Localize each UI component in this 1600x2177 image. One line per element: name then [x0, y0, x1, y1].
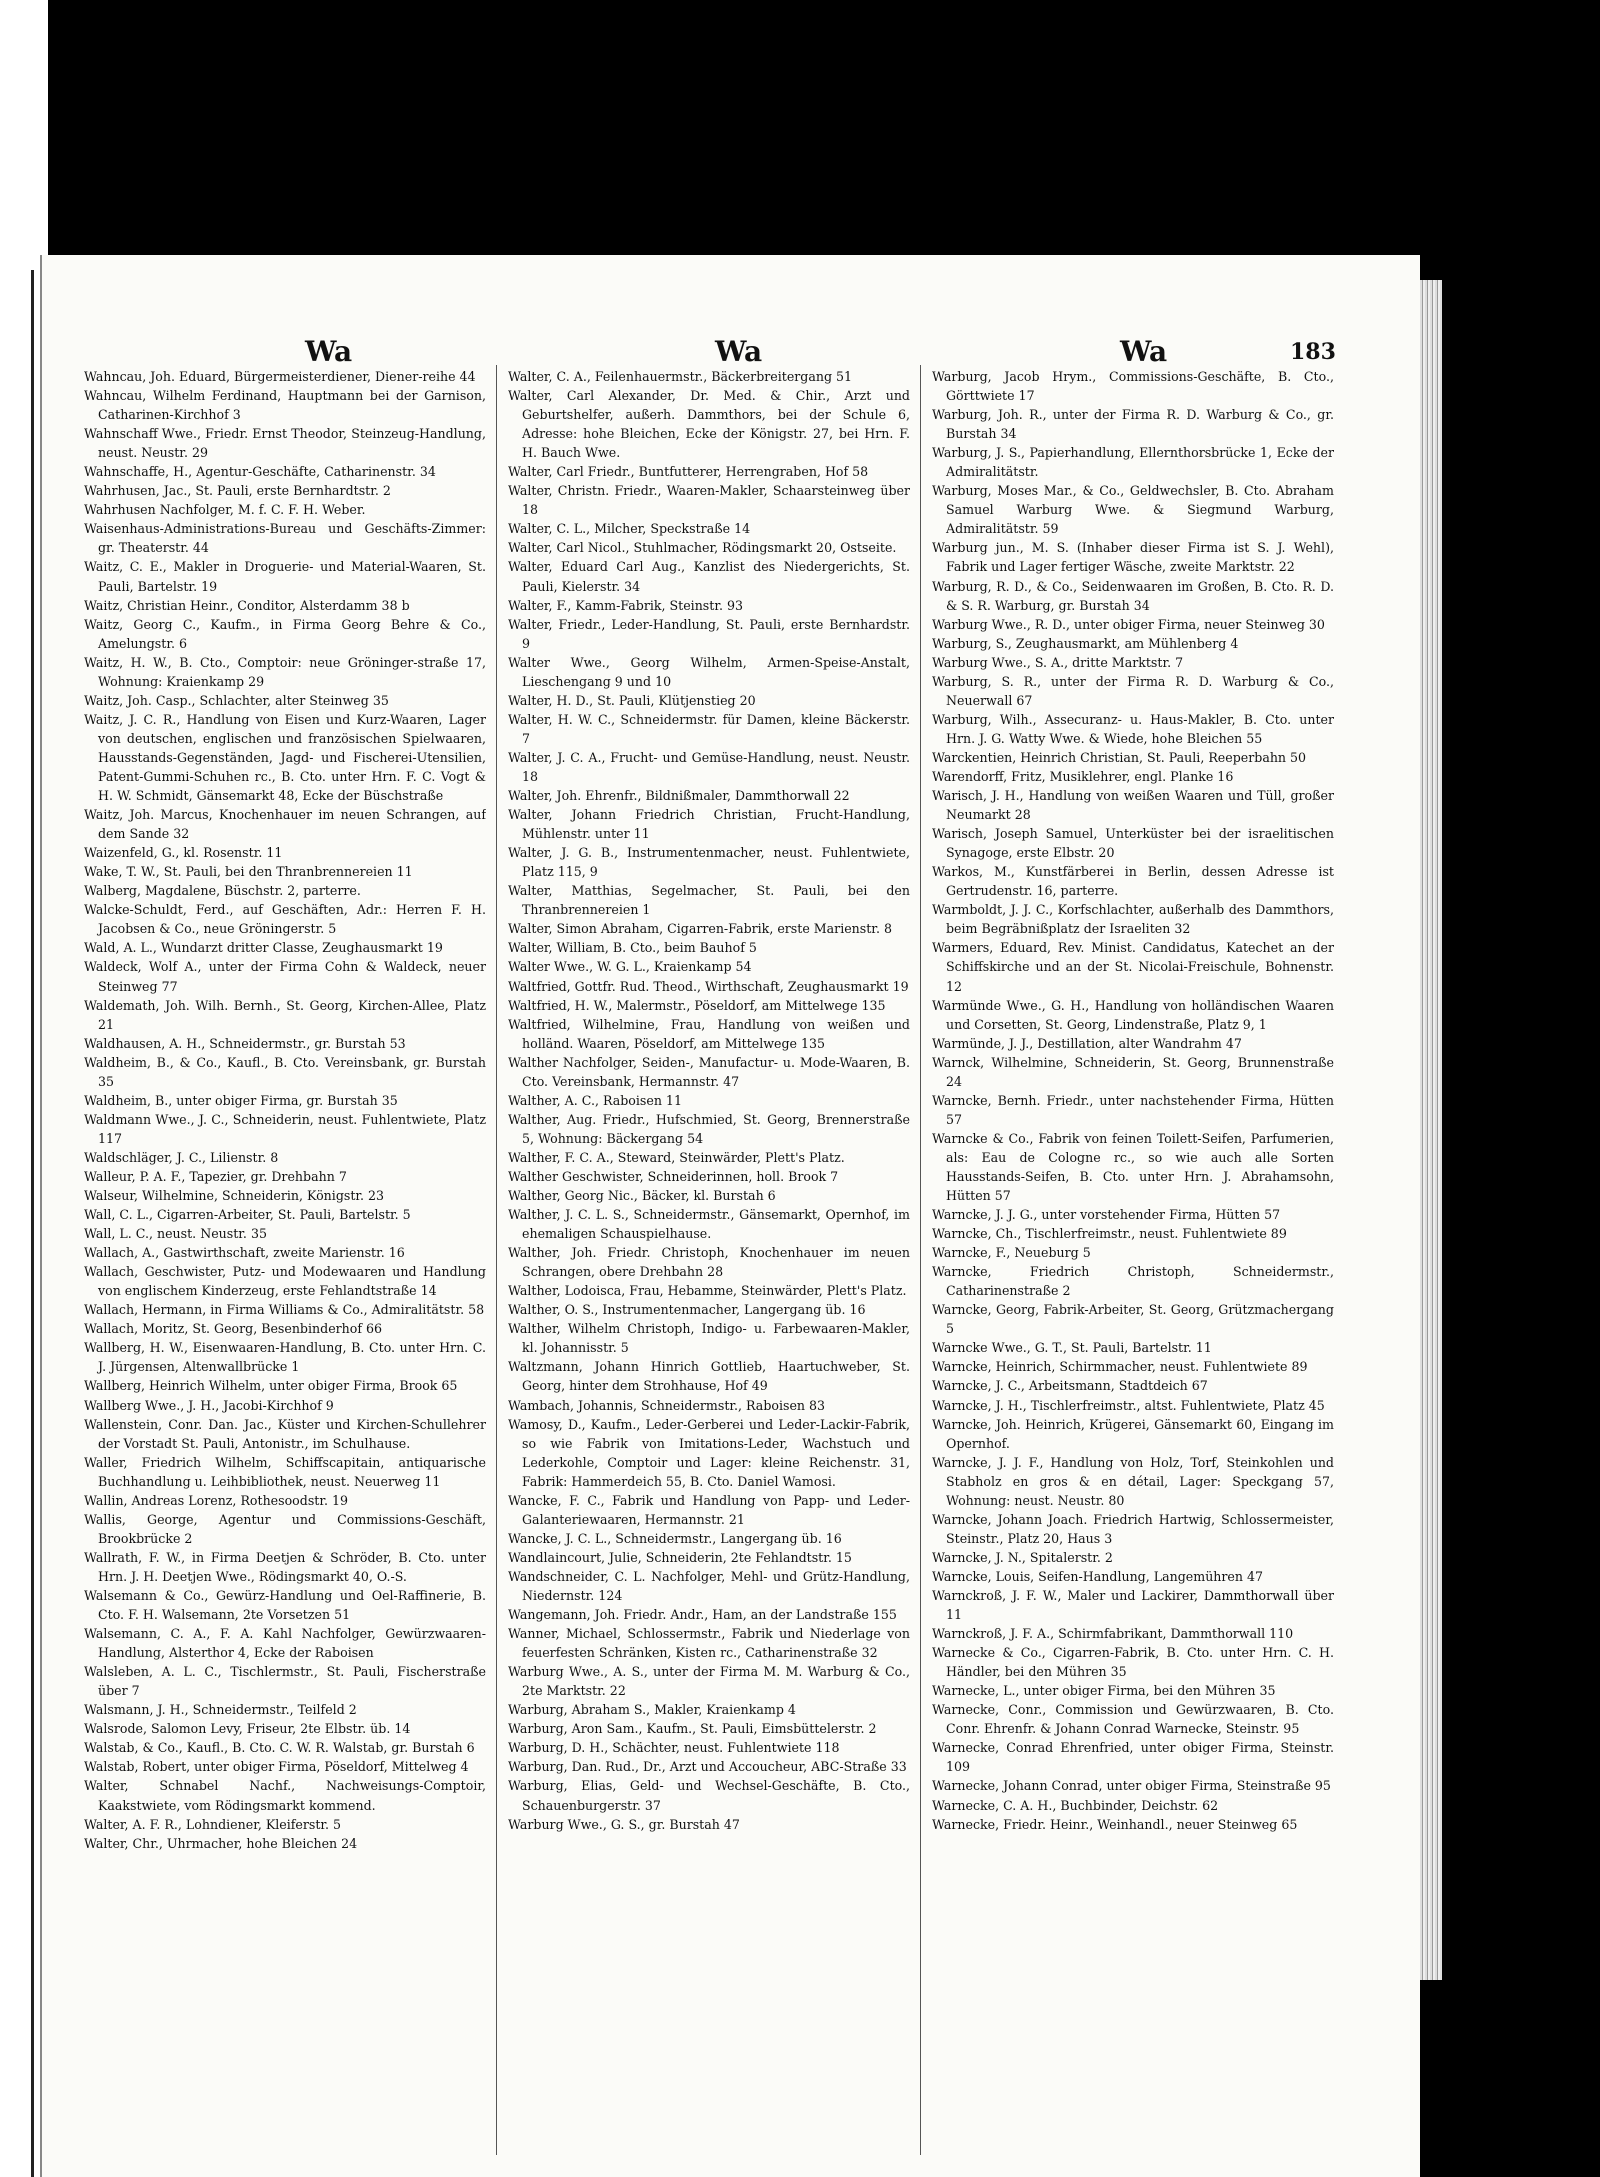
directory-entry: Warncke, Friedrich Christoph, Schneidermstr., Catharinenstraße 2: [932, 1264, 1334, 1299]
directory-entry: Wallberg Wwe., J. H., Jacobi-Kirchhof 9: [84, 1397, 334, 1413]
directory-entry: Walter, William, B. Cto., beim Bauhof 5: [508, 940, 757, 956]
directory-entry: Walter, C. L., Milcher, Speckstraße 14: [508, 521, 751, 537]
directory-entry: Warncke, Joh. Heinrich, Krügerei, Gänsemarkt 60, Eingang im Opernhof.: [932, 1416, 1334, 1451]
directory-entry: Waltfried, Wilhelmine, Frau, Handlung von weißen und holländ. Waaren, Pöseldorf, am Mittelwege 135: [508, 1016, 910, 1051]
directory-entry: Walther Geschwister, Schneiderinnen, holl. Brook 7: [508, 1168, 839, 1184]
directory-entry: Walther, Wilhelm Christoph, Indigo- u. Farbewaaren-Makler, kl. Johannisstr. 5: [508, 1321, 910, 1356]
directory-entry: Walcke-Schuldt, Ferd., auf Geschäften, Adr.: Herren F. H. Jacobsen & Co., neue Gröningerstr. 5: [84, 902, 486, 937]
directory-entry: Wancke, J. C. L., Schneidermstr., Langergang üb. 16: [508, 1530, 842, 1546]
directory-entry: Warncke, J. N., Spitalerstr. 2: [932, 1549, 1113, 1565]
directory-entry: Wallach, Geschwister, Putz- und Modewaaren und Handlung von englischem Kinderzeug, erste Fehlandtstraße 14: [84, 1264, 486, 1299]
directory-entry: Waitz, J. C. R., Handlung von Eisen und Kurz-Waaren, Lager von deutschen, englischen und französischen Spielwaaren, Hausstands-Gegenständen, Jagd- und Fischerei-Utensilien, Patent-Gummi-Schuhen rc., B. Cto. unter Hrn. F. C. Vogt & H. W. Schmidt, Gänsemarkt 48, Ecke der Büschstraße: [84, 711, 486, 804]
header-right: Wa: [1120, 335, 1168, 368]
directory-entry: Warburg, Dan. Rud., Dr., Arzt und Accoucheur, ABC-Straße 33: [508, 1759, 907, 1775]
directory-entry: Walter Wwe., W. G. L., Kraienkamp 54: [508, 959, 752, 975]
directory-entry: Walsleben, A. L. C., Tischlermstr., St. Pauli, Fischerstraße über 7: [84, 1664, 486, 1699]
directory-entry: Warncke, J. H., Tischlerfreimstr., altst. Fuhlentwiete, Platz 45: [932, 1397, 1325, 1413]
directory-entry: Wahncau, Wilhelm Ferdinand, Hauptmann bei der Garnison, Catharinen-Kirchhof 3: [84, 388, 486, 423]
directory-entry: Warisch, J. H., Handlung von weißen Waaren und Tüll, großer Neumarkt 28: [932, 788, 1334, 823]
directory-entry: Wallenstein, Conr. Dan. Jac., Küster und Kirchen-Schullehrer der Vorstadt St. Pauli, Antonistr., im Schulhause.: [84, 1416, 486, 1451]
directory-entry: Walther, F. C. A., Steward, Steinwärder, Plett's Platz.: [508, 1149, 845, 1165]
directory-entry: Wahrhusen, Jac., St. Pauli, erste Bernhardtstr. 2: [84, 483, 391, 499]
directory-column-2: [508, 367, 910, 2147]
directory-entry: Walseur, Wilhelmine, Schneiderin, Königstr. 23: [84, 1188, 385, 1204]
directory-entry: Walter, Matthias, Segelmacher, St. Pauli, bei den Thranbrennereien 1: [508, 883, 910, 918]
directory-entry: Warisch, Joseph Samuel, Unterküster bei der israelitischen Synagoge, erste Elbstr. 20: [932, 826, 1334, 861]
directory-entry: Waizenfeld, G., kl. Rosenstr. 11: [84, 845, 283, 861]
directory-entry: Warburg jun., M. S. (Inhaber dieser Firma ist S. J. Wehl), Fabrik und Lager fertiger Wäsche, zweite Marktstr. 22: [932, 540, 1334, 575]
directory-entry: Walsmann, J. H., Schneidermstr., Teilfeld 2: [84, 1702, 357, 1718]
directory-entry: Warendorff, Fritz, Musiklehrer, engl. Planke 16: [932, 768, 1234, 784]
directory-entry: Walther Nachfolger, Seiden-, Manufactur- u. Mode-Waaren, B. Cto. Vereinsbank, Hermannstr. 47: [508, 1054, 910, 1089]
directory-entry: Waldemath, Joh. Wilh. Bernh., St. Georg, Kirchen-Allee, Platz 21: [84, 997, 486, 1032]
directory-entry: Wallrath, F. W., in Firma Deetjen & Schröder, B. Cto. unter Hrn. J. H. Deetjen Wwe., Rödingsmarkt 40, O.-S.: [84, 1549, 486, 1584]
directory-entry: Warburg, R. D., & Co., Seidenwaaren im Großen, B. Cto. R. D. & S. R. Warburg, gr. Burstah 34: [932, 578, 1334, 613]
directory-entry: Walsemann & Co., Gewürz-Handlung und Oel-Raffinerie, B. Cto. F. H. Walsemann, 2te Vorsetzen 51: [84, 1588, 486, 1623]
column-divider: [496, 365, 497, 2155]
directory-entry: Walter, Joh. Ehrenfr., Bildnißmaler, Dammthorwall 22: [508, 788, 850, 804]
directory-entry: Waldhausen, A. H., Schneidermstr., gr. Burstah 53: [84, 1035, 406, 1051]
directory-entry: Walter, J. G. B., Instrumentenmacher, neust. Fuhlentwiete, Platz 115, 9: [508, 845, 910, 880]
directory-column-1: [84, 367, 486, 2147]
directory-entry: Waitz, Christian Heinr., Conditor, Alsterdamm 38 b: [84, 597, 410, 613]
directory-entry: Wallberg, H. W., Eisenwaaren-Handlung, B. Cto. unter Hrn. C. J. Jürgensen, Altenwallbrücke 1: [84, 1340, 486, 1375]
directory-entry: Wambach, Johannis, Schneidermstr., Raboisen 83: [508, 1397, 826, 1413]
directory-entry: Walter, Carl Alexander, Dr. Med. & Chir., Arzt und Geburtshelfer, außerh. Dammthors, bei der Schule 6, Adresse: hohe Bleichen, Ecke der Königstr. 27, bei Hrn. F. H. Bauch Wwe.: [508, 388, 910, 461]
directory-entry: Walter, Carl Nicol., Stuhlmacher, Rödingsmarkt 20, Ostseite.: [508, 540, 897, 556]
directory-entry: Walther, O. S., Instrumentenmacher, Langergang üb. 16: [508, 1302, 866, 1318]
directory-entry: Warburg, Jacob Hrym., Commissions-Geschäfte, B. Cto., Görttwiete 17: [932, 369, 1334, 404]
directory-entry: Wallach, A., Gastwirthschaft, zweite Marienstr. 16: [84, 1245, 405, 1261]
directory-entry: Walleur, P. A. F., Tapezier, gr. Drehbahn 7: [84, 1168, 347, 1184]
directory-entry: Waldheim, B., & Co., Kaufl., B. Cto. Vereinsbank, gr. Burstah 35: [84, 1054, 486, 1089]
directory-entry: Waldmann Wwe., J. C., Schneiderin, neust. Fuhlentwiete, Platz 117: [84, 1111, 486, 1146]
directory-entry: Warncke, Bernh. Friedr., unter nachstehender Firma, Hütten 57: [932, 1092, 1334, 1127]
directory-entry: Walter, Christn. Friedr., Waaren-Makler, Schaarsteinweg über 18: [508, 483, 910, 518]
directory-entry: Walstab, & Co., Kaufl., B. Cto. C. W. R. Walstab, gr. Burstah 6: [84, 1740, 475, 1756]
directory-entry: Walberg, Magdalene, Büschstr. 2, parterre.: [84, 883, 361, 899]
directory-entry: Waitz, Joh. Casp., Schlachter, alter Steinweg 35: [84, 692, 389, 708]
directory-entry: Wamosy, D., Kaufm., Leder-Gerberei und Leder-Lackir-Fabrik, so wie Fabrik von Imitations-Leder, Wachstuch und Lederkohle, Comptoir und Lager: kleine Reichenstr. 31, Fabrik: Hammerdeich 55, B. Cto. Daniel Wamosi.: [508, 1416, 910, 1489]
directory-entry: Walter, H. D., St. Pauli, Klütjenstieg 20: [508, 692, 756, 708]
directory-entry: Warnecke, L., unter obiger Firma, bei den Mühren 35: [932, 1683, 1276, 1699]
directory-entry: Wallach, Hermann, in Firma Williams & Co., Admiralitätstr. 58: [84, 1302, 485, 1318]
directory-entry: Wahnschaffe, H., Agentur-Geschäfte, Catharinenstr. 34: [84, 464, 436, 480]
directory-entry: Warburg, S. R., unter der Firma R. D. Warburg & Co., Neuerwall 67: [932, 673, 1334, 708]
page-stack-edge: [1420, 280, 1442, 1980]
directory-entry: Walter, Schnabel Nachf., Nachweisungs-Comptoir, Kaakstwiete, vom Rödingsmarkt kommend.: [84, 1778, 486, 1813]
directory-entry: Warnecke, Conr., Commission und Gewürzwaaren, B. Cto. Conr. Ehrenfr. & Johann Conrad Warnecke, Steinstr. 95: [932, 1702, 1334, 1737]
directory-entry: Walther, Lodoisca, Frau, Hebamme, Steinwärder, Plett's Platz.: [508, 1283, 907, 1299]
directory-entry: Warnecke & Co., Cigarren-Fabrik, B. Cto. unter Hrn. C. H. Händler, bei den Mühren 35: [932, 1645, 1334, 1680]
directory-entry: Wahrhusen Nachfolger, M. f. C. F. H. Weber.: [84, 502, 366, 518]
directory-entry: Warckentien, Heinrich Christian, St. Pauli, Reeperbahn 50: [932, 749, 1307, 765]
directory-entry: Walter, J. C. A., Frucht- und Gemüse-Handlung, neust. Neustr. 18: [508, 749, 910, 784]
directory-entry: Warburg, D. H., Schächter, neust. Fuhlentwiete 118: [508, 1740, 840, 1756]
directory-entry: Waltzmann, Johann Hinrich Gottlieb, Haartuchweber, St. Georg, hinter dem Strohhause, Hof 49: [508, 1359, 910, 1394]
directory-entry: Walter, C. A., Feilenhauermstr., Bäckerbreitergang 51: [508, 369, 853, 384]
directory-entry: Wallin, Andreas Lorenz, Rothesoodstr. 19: [84, 1492, 349, 1508]
directory-entry: Warburg Wwe., G. S., gr. Burstah 47: [508, 1816, 740, 1832]
directory-entry: Warncke, J. J. G., unter vorstehender Firma, Hütten 57: [932, 1207, 1281, 1223]
directory-entry: Warburg, Elias, Geld- und Wechsel-Geschäfte, B. Cto., Schauenburgerstr. 37: [508, 1778, 910, 1813]
directory-entry: Walter, Simon Abraham, Cigarren-Fabrik, erste Marienstr. 8: [508, 921, 892, 937]
running-header: [80, 335, 1380, 371]
directory-entry: Wahncau, Joh. Eduard, Bürgermeisterdiener, Diener-reihe 44: [84, 369, 476, 384]
directory-entry: Walter Wwe., Georg Wilhelm, Armen-Speise-Anstalt, Lieschengang 9 und 10: [508, 654, 910, 689]
directory-entry: Wallis, George, Agentur und Commissions-Geschäft, Brookbrücke 2: [84, 1511, 486, 1546]
directory-entry: Wake, T. W., St. Pauli, bei den Thranbrennereien 11: [84, 864, 413, 880]
directory-entry: Warnckroß, J. F. A., Schirmfabrikant, Dammthorwall 110: [932, 1626, 1294, 1642]
directory-entry: Wald, A. L., Wundarzt dritter Classe, Zeughausmarkt 19: [84, 940, 443, 956]
directory-entry: Wallach, Moritz, St. Georg, Besenbinderhof 66: [84, 1321, 383, 1337]
directory-column-3: [932, 367, 1334, 2147]
directory-entry: Wall, L. C., neust. Neustr. 35: [84, 1226, 267, 1242]
directory-entry: Waltfried, Gottfr. Rud. Theod., Wirthschaft, Zeughausmarkt 19: [508, 978, 909, 994]
directory-entry: Wahnschaff Wwe., Friedr. Ernst Theodor, Steinzeug-Handlung, neust. Neustr. 29: [84, 426, 486, 461]
directory-entry: Warburg Wwe., A. S., unter der Firma M. M. Warburg & Co., 2te Marktstr. 22: [508, 1664, 910, 1699]
directory-entry: Wandlaincourt, Julie, Schneiderin, 2te Fehlandtstr. 15: [508, 1549, 852, 1565]
directory-entry: Warburg, Moses Mar., & Co., Geldwechsler, B. Cto. Abraham Samuel Warburg Wwe. & Siegmund Warburg, Admiralitätstr. 59: [932, 483, 1334, 537]
directory-entry: Walsrode, Salomon Levy, Friseur, 2te Elbstr. üb. 14: [84, 1721, 411, 1737]
directory-entry: Warkos, M., Kunstfärberei in Berlin, dessen Adresse ist Gertrudenstr. 16, parterre.: [932, 864, 1334, 899]
directory-entry: Warncke & Co., Fabrik von feinen Toilett-Seifen, Parfumerien, als: Eau de Cologne rc., so wie auch alle Sorten Hausstands-Seifen, B. Cto. unter Hrn. J. Abrahamsohn, Hütten 57: [932, 1130, 1334, 1204]
directory-entry: Warncke, Heinrich, Schirmmacher, neust. Fuhlentwiete 89: [932, 1359, 1308, 1375]
directory-entry: Wall, C. L., Cigarren-Arbeiter, St. Pauli, Bartelstr. 5: [84, 1207, 411, 1223]
directory-entry: Warnecke, C. A. H., Buchbinder, Deichstr. 62: [932, 1797, 1219, 1813]
directory-entry: Warburg Wwe., S. A., dritte Marktstr. 7: [932, 654, 1184, 670]
directory-entry: Warburg, Wilh., Assecuranz- u. Haus-Makler, B. Cto. unter Hrn. J. G. Watty Wwe. & Wiede, hohe Bleichen 55: [932, 711, 1334, 746]
directory-entry: Waitz, C. E., Makler in Droguerie- und Material-Waaren, St. Pauli, Bartelstr. 19: [84, 559, 486, 594]
directory-entry: Walter, Carl Friedr., Buntfutterer, Herrengraben, Hof 58: [508, 464, 869, 480]
directory-entry: Warburg, S., Zeughausmarkt, am Mühlenberg 4: [932, 635, 1239, 651]
directory-entry: Wandschneider, C. L. Nachfolger, Mehl- und Grütz-Handlung, Niedernstr. 124: [508, 1568, 910, 1603]
directory-entry: Waldschläger, J. C., Lilienstr. 8: [84, 1149, 279, 1165]
directory-entry: Warmboldt, J. J. C., Korfschlachter, außerhalb des Dammthors, beim Begräbnißplatz der Israeliten 32: [932, 902, 1334, 937]
directory-entry: Warmünde, J. J., Destillation, alter Wandrahm 47: [932, 1035, 1242, 1051]
directory-entry: Walter, Johann Friedrich Christian, Frucht-Handlung, Mühlenstr. unter 11: [508, 807, 910, 842]
directory-entry: Warburg Wwe., R. D., unter obiger Firma, neuer Steinweg 30: [932, 616, 1325, 632]
column-divider: [920, 365, 921, 2155]
directory-entry: Walstab, Robert, unter obiger Firma, Pöseldorf, Mittelweg 4: [84, 1759, 469, 1775]
directory-entry: Waitz, H. W., B. Cto., Comptoir: neue Gröninger-straße 17, Wohnung: Kraienkamp 29: [84, 654, 486, 689]
directory-entry: Wallberg, Heinrich Wilhelm, unter obiger Firma, Brook 65: [84, 1378, 458, 1394]
directory-entry: Walther, Aug. Friedr., Hufschmied, St. Georg, Brennerstraße 5, Wohnung: Bäckergang 54: [508, 1111, 910, 1146]
directory-entry: Warnckroß, J. F. W., Maler und Lackirer, Dammthorwall über 11: [932, 1588, 1334, 1623]
directory-entry: Walter, Eduard Carl Aug., Kanzlist des Niedergerichts, St. Pauli, Kielerstr. 34: [508, 559, 910, 594]
directory-entry: Waitz, Joh. Marcus, Knochenhauer im neuen Schrangen, auf dem Sande 32: [84, 807, 486, 842]
book-page: [40, 255, 1420, 2177]
directory-entry: Warncke, J. C., Arbeitsmann, Stadtdeich 67: [932, 1378, 1208, 1394]
header-center: Wa: [715, 335, 763, 368]
directory-entry: Wancke, F. C., Fabrik und Handlung von Papp- und Leder-Galanteriewaaren, Hermannstr. 21: [508, 1492, 910, 1527]
directory-entry: Walter, A. F. R., Lohndiener, Kleiferstr. 5: [84, 1816, 342, 1832]
directory-entry: Warncke Wwe., G. T., St. Pauli, Bartelstr. 11: [932, 1340, 1212, 1356]
directory-entry: Warncke, Johann Joach. Friedrich Hartwig, Schlossermeister, Steinstr., Platz 20, Haus 3: [932, 1511, 1334, 1546]
directory-entry: Warburg, Aron Sam., Kaufm., St. Pauli, Eimsbüttelerstr. 2: [508, 1721, 877, 1737]
directory-entry: Warncke, J. J. F., Handlung von Holz, Torf, Steinkohlen und Stabholz en gros & en détail, Lager: Speckgang 57, Wohnung: neust. Neustr. 80: [932, 1454, 1334, 1508]
directory-entry: Waldeck, Wolf A., unter der Firma Cohn & Waldeck, neuer Steinweg 77: [84, 959, 486, 994]
directory-entry: Warncke, Georg, Fabrik-Arbeiter, St. Georg, Grützmachergang 5: [932, 1302, 1334, 1337]
directory-entry: Warnck, Wilhelmine, Schneiderin, St. Georg, Brunnenstraße 24: [932, 1054, 1334, 1089]
directory-entry: Warnecke, Friedr. Heinr., Weinhandl., neuer Steinweg 65: [932, 1816, 1298, 1832]
directory-entry: Walsemann, C. A., F. A. Kahl Nachfolger, Gewürzwaaren-Handlung, Alsterthor 4, Ecke der Raboisen: [84, 1626, 486, 1661]
directory-entry: Wangemann, Joh. Friedr. Andr., Ham, an der Landstraße 155: [508, 1607, 897, 1623]
directory-entry: Walther, Joh. Friedr. Christoph, Knochenhauer im neuen Schrangen, obere Drehbahn 28: [508, 1245, 910, 1280]
directory-entry: Warnecke, Johann Conrad, unter obiger Firma, Steinstraße 95: [932, 1778, 1331, 1794]
directory-entry: Waldheim, B., unter obiger Firma, gr. Burstah 35: [84, 1092, 398, 1108]
directory-entry: Walther, A. C., Raboisen 11: [508, 1092, 682, 1108]
directory-entry: Warncke, Ch., Tischlerfreimstr., neust. Fuhlentwiete 89: [932, 1226, 1287, 1242]
directory-entry: Warburg, Joh. R., unter der Firma R. D. Warburg & Co., gr. Burstah 34: [932, 407, 1334, 442]
directory-entry: Warncke, F., Neueburg 5: [932, 1245, 1091, 1261]
directory-entry: Warburg, J. S., Papierhandlung, Ellernthorsbrücke 1, Ecke der Admiralitätstr.: [932, 445, 1334, 480]
directory-entry: Waller, Friedrich Wilhelm, Schiffscapitain, antiquarische Buchhandlung u. Leihbibliothek, neust. Neuerweg 11: [84, 1454, 486, 1489]
directory-entry: Walther, Georg Nic., Bäcker, kl. Burstah 6: [508, 1188, 776, 1204]
directory-entry: Walter, Chr., Uhrmacher, hohe Bleichen 24: [84, 1835, 358, 1851]
directory-entry: Waisenhaus-Administrations-Bureau und Geschäfts-Zimmer: gr. Theaterstr. 44: [84, 521, 486, 556]
directory-entry: Warmünde Wwe., G. H., Handlung von holländischen Waaren und Corsetten, St. Georg, Lindenstraße, Platz 9, 1: [932, 997, 1334, 1032]
directory-entry: Walter, H. W. C., Schneidermstr. für Damen, kleine Bäckerstr. 7: [508, 711, 910, 746]
directory-entry: Waitz, Georg C., Kaufm., in Firma Georg Behre & Co., Amelungstr. 6: [84, 616, 486, 651]
directory-entry: Walter, Friedr., Leder-Handlung, St. Pauli, erste Bernhardstr. 9: [508, 616, 910, 651]
page-number: 183: [1290, 339, 1336, 365]
directory-entry: Wanner, Michael, Schlossermstr., Fabrik und Niederlage von feuerfesten Schränken, Kisten rc., Catharinenstraße 32: [508, 1626, 910, 1661]
directory-entry: Warncke, Louis, Seifen-Handlung, Langemühren 47: [932, 1568, 1264, 1584]
directory-entry: Walter, F., Kamm-Fabrik, Steinstr. 93: [508, 597, 743, 613]
header-left: Wa: [305, 335, 353, 368]
directory-entry: Warburg, Abraham S., Makler, Kraienkamp 4: [508, 1702, 796, 1718]
directory-entry: Waltfried, H. W., Malermstr., Pöseldorf, am Mittelwege 135: [508, 997, 886, 1013]
directory-entry: Walther, J. C. L. S., Schneidermstr., Gänsemarkt, Opernhof, im ehemaligen Schauspielhause.: [508, 1207, 910, 1242]
directory-entry: Warnecke, Conrad Ehrenfried, unter obiger Firma, Steinstr. 109: [932, 1740, 1334, 1775]
directory-entry: Warmers, Eduard, Rev. Minist. Candidatus, Katechet an der Schiffskirche und an der St. Nicolai-Freischule, Bohnenstr. 12: [932, 940, 1334, 994]
